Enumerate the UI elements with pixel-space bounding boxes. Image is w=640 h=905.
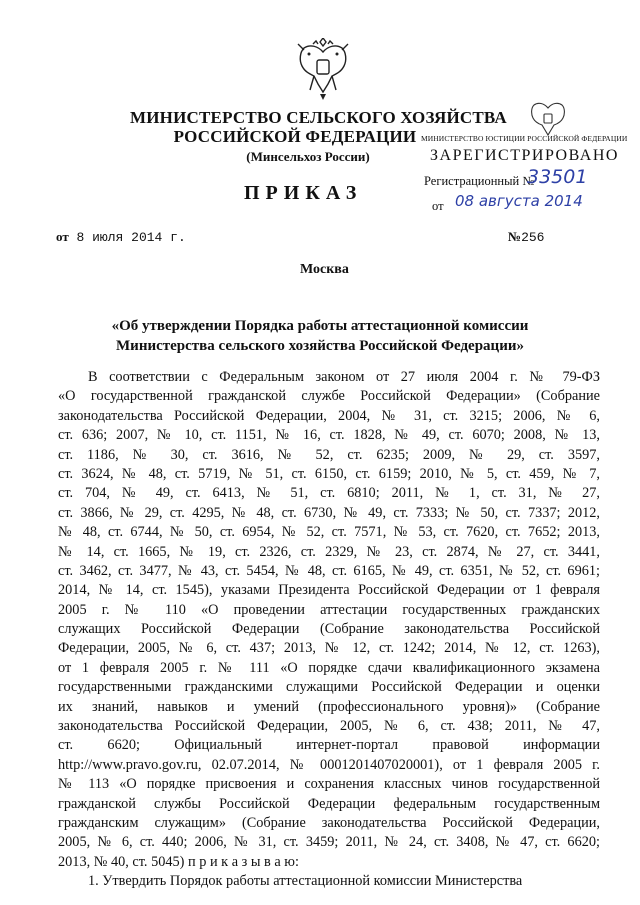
body-line: ст. 704, № 49, ст. 6413, № 51, ст. 6810; 2011, № 1, ст. 31, № 27, — [58, 485, 600, 502]
body-line: В соответствии с Федеральным законом от 27 июля 2004 г. № 79-ФЗ — [88, 369, 600, 385]
order-number — [508, 229, 544, 245]
stamp-reg-label: Регистрационный № — [424, 174, 535, 188]
body-line: http://www.pravo.gov.ru, 02.07.2014, № 0001201407020001), от 1 февраля 2005 г. — [58, 756, 600, 773]
body-line: № 113 «О порядке присвоения и сохранения классных чинов государственной — [58, 776, 600, 793]
city: Москва — [300, 262, 349, 277]
body-line: законодательства Российской Федерации, 2005, № 6, ст. 438; 2011, № 47, — [58, 718, 600, 735]
body-line: ст. 3462, ст. 3477, № 43, ст. 5454, № 48, ст. 6165, № 49, ст. 6351, № 52, ст. 6961; — [58, 562, 600, 579]
title-line: «Об утверждении Порядка работы аттестационной комиссии — [111, 318, 529, 334]
order-title — [80, 316, 560, 356]
stamp-from-label: от — [432, 199, 444, 213]
stamp-eagle-icon — [528, 98, 568, 138]
body-line: ст. 1186, № 30, ст. 3616, № 52, ст. 6235; 2009, № 29, ст. 3597, — [58, 446, 600, 463]
body-line: 2005, № 6, ст. 440; 2006, № 31, ст. 3459; 2011, № 24, ст. 3408, № 47, ст. 6620; — [58, 834, 600, 851]
stamp-reg-date: 08 августа 2014 — [455, 192, 583, 210]
body-line: их знаний, навыков и умений (профессионального уровня)» (Собрание — [58, 698, 600, 715]
body-line: гражданским служащим» (Собрание законодательства Российской Федерации, — [58, 814, 600, 831]
body-line: законодательства Российской Федерации, 2004, № 31, ст. 3215; 2006, № 6, — [58, 407, 600, 424]
body-line: 1. Утвердить Порядок работы аттестационной комиссии Министерства — [88, 873, 523, 890]
body-line: ст. 6620; Официальный интернет-портал правовой информации — [58, 737, 600, 754]
document-type: ПРИКАЗ — [244, 182, 363, 204]
date-value: 8 июля 2014 г. — [76, 230, 186, 245]
stamp-title: ЗАРЕГИСТРИРОВАНО — [430, 147, 619, 164]
order-body — [58, 368, 600, 892]
body-line: гражданской службы Российской Федерации федеральным государственным — [58, 795, 600, 812]
title-line: Министерства сельского хозяйства Российской Федерации» — [116, 338, 524, 354]
body-line: ст. 3866, № 29, ст. 4295, № 48, ст. 6730, № 49, ст. 7333; № 50, ст. 7337; 2012, — [58, 504, 600, 521]
number-value: 256 — [521, 230, 545, 245]
body-line: государственными гражданскими служащими Российской Федерации и оценки — [58, 679, 600, 696]
ministry-short-name: (Минсельхоз России) — [246, 149, 370, 164]
number-prefix: № — [508, 229, 522, 244]
body-line: 2014, № 14, ст. 1545), указами Президента Российской Федерации от 1 февраля — [58, 582, 600, 599]
body-line: ст. 636; 2007, № 10, ст. 1151, № 16, ст. 1828, № 49, ст. 6070; 2008, № 13, — [58, 427, 600, 444]
body-line: Федерации, 2005, № 6, ст. 437; 2013, № 12, ст. 1242; 2014, № 12, ст. 1263), — [58, 640, 600, 657]
body-line: № 48, ст. 6744, № 50, ст. 6954, № 52, ст. 7571, № 53, ст. 7620, ст. 7652; 2013, — [58, 524, 600, 541]
body-line: 2005 г. № 110 «О проведении аттестации государственных гражданских — [58, 601, 600, 618]
date-prefix: от — [56, 229, 69, 244]
ministry-line-2: РОССИЙСКОЙ ФЕДЕРАЦИИ — [173, 127, 417, 146]
body-line: от 1 февраля 2005 г. № 111 «О порядке сдачи квалификационного экзамена — [58, 659, 600, 676]
stamp-authority: МИНИСТЕРСТВО ЮСТИЦИИ РОССИЙСКОЙ ФЕДЕРАЦИИ — [421, 134, 628, 143]
order-date — [56, 229, 186, 245]
body-line: ст. 3624, № 48, ст. 5719, № 51, ст. 6150, ст. 6159; 2010, № 5, ст. 459, № 7, — [58, 465, 600, 482]
double-headed-eagle-icon — [296, 38, 350, 100]
body-line: № 14, ст. 1665, № 19, ст. 2326, ст. 2329, № 23, ст. 2874, № 27, ст. 3441, — [58, 543, 600, 560]
body-line: 2013, № 40, ст. 5045) п р и к а з ы в а ю: — [58, 853, 299, 870]
ministry-name — [130, 108, 507, 146]
ministry-line-1: МИНИСТЕРСТВО СЕЛЬСКОГО ХОЗЯЙСТВА — [130, 108, 507, 127]
body-line: служащих Российской Федерации (Собрание законодательства Российской — [58, 621, 600, 638]
body-line: «О государственной гражданской службе Российской Федерации» (Собрание — [58, 388, 600, 405]
stamp-reg-number: 33501 — [527, 166, 588, 188]
